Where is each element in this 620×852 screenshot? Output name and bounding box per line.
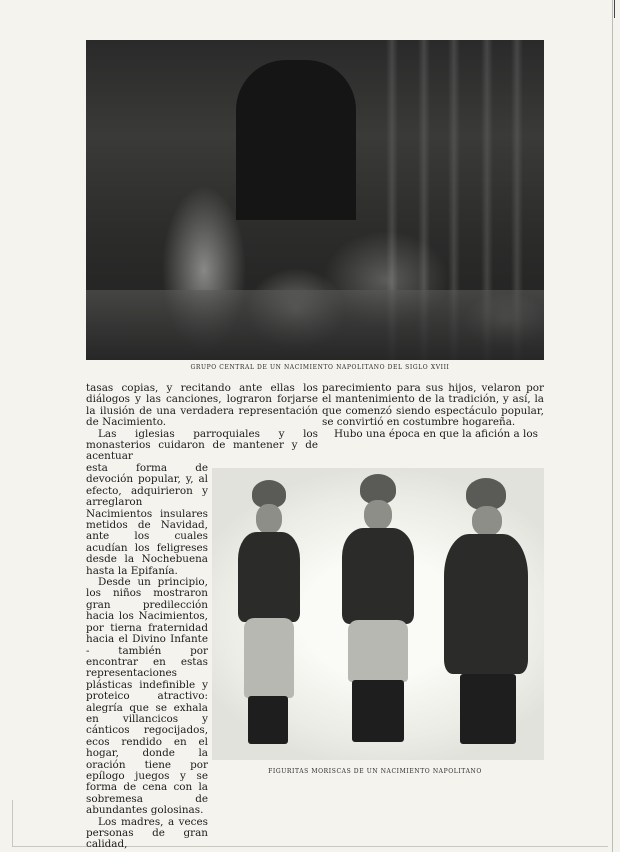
page-edge-mark (614, 0, 615, 18)
figurine-boots (460, 674, 516, 744)
figurine-body (342, 528, 414, 624)
top-photo-caption: GRUPO CENTRAL DE UN NACIMIENTO NAPOLITANO DEL SIGLO XVIII (190, 364, 450, 371)
photo-arch-shape (236, 60, 356, 220)
figurine-left (224, 480, 314, 750)
paragraph-3: Desde un principio, los niños mostraron gran predilección hacia los Nacimientos, por tierna fraternidad hacia el Divino Infante - también por encontrar en estas representaciones plásticas indefinible y proteico atractivo: alegría que se exhala en villancicos y cánticos regocijados, ecos rendido en el hogar, donde la oración tiene por epílogo juegos y se forma de cena con la sobremesa de abundantes golosinas. (86, 576, 208, 817)
paragraph-4: Los madres, a veces personas de gran calidad, (86, 815, 208, 851)
figurine-face (472, 506, 502, 536)
right-paragraph-2: Hubo una época en que la afición a los (334, 427, 538, 440)
figurine-face (256, 504, 282, 534)
figurine-boots (352, 680, 404, 742)
figurine-right (436, 478, 536, 750)
nativity-scene-photo (86, 40, 544, 360)
figurine-center (330, 474, 426, 750)
figurine-body (444, 534, 528, 674)
figurine-face (364, 500, 392, 530)
paragraph-2-start: Las iglesias parroquiales y los monasterios cuidaron de mantener y de acentuar (86, 427, 318, 463)
right-column-top-text (322, 383, 544, 440)
paragraph-2-cont: esta forma de devoción popular, y, al efecto, adquirieron y arreglaron Nacimientos insulares metidos de Navidad, ante los cuales acudían los feligreses desde la Nochebuena hasta la Epifanía. (86, 462, 208, 577)
figurine-body (238, 532, 300, 622)
moorish-figurines-photo (212, 468, 544, 760)
left-column-top-text (86, 383, 318, 463)
figurine-trousers (348, 620, 408, 682)
photo-ground-shape (86, 290, 544, 360)
right-paragraph-1: parecimiento para sus hijos, velaron por el mantenimiento de la tradición, y así, la que comenzó siendo espectáculo popular, se convirtió en costumbre hogareña. (322, 382, 544, 429)
left-column-narrow-text (86, 463, 208, 851)
bottom-photo-caption: FIGURITAS MORISCAS DE UN NACIMIENTO NAPOLITANO (268, 768, 482, 775)
paragraph-1: tasas copias, y recitando ante ellas los diálogos y las canciones, lograron forjarse la ilusión de una verdadera representación de Nacimiento. (86, 382, 318, 429)
page-edge-rule (612, 0, 613, 852)
figurine-boots (248, 696, 288, 744)
figurine-trousers (244, 618, 294, 698)
page-left-rule (12, 800, 13, 846)
